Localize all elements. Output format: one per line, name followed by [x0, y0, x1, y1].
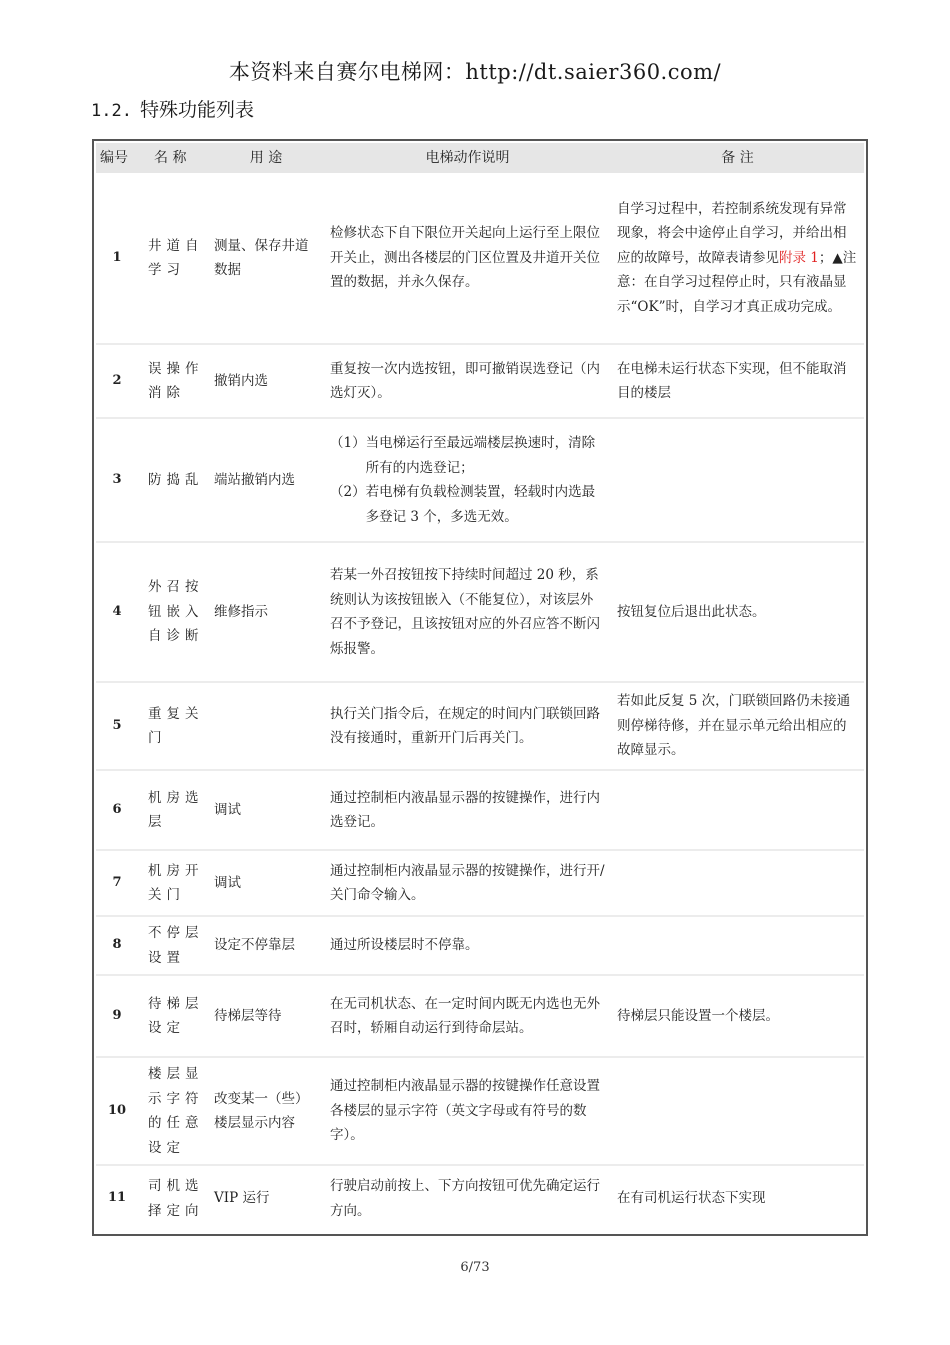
- action-item-marker: （2）: [330, 484, 366, 500]
- note-text: 自学习过程中，若控制系统发现有异常现象，将会中途停止自学习，并给出相应的故障号，故障表请参见: [617, 200, 847, 266]
- note-text-cont: ；▲注意：在自学习过程停止时，只有液晶显示“OK”时，自学习才真正成功完成。: [617, 249, 857, 315]
- row-name: 机房选层: [138, 770, 208, 850]
- table-row: [96, 916, 864, 975]
- header-action: 电梯动作说明: [324, 143, 611, 173]
- row-note: 在有司机运行状态下实现: [617, 1190, 766, 1207]
- row-name: 楼层显示字符的任意设定: [138, 1057, 208, 1165]
- row-use: VIP 运行: [214, 1190, 270, 1207]
- row-note: [611, 418, 864, 542]
- row-action: 重复按一次内选按钮，即可撤销误选登记（内选灯灭）。: [324, 344, 611, 418]
- table-row: [96, 770, 864, 850]
- row-num: 10: [96, 1057, 138, 1165]
- header-note: 备 注: [611, 143, 864, 173]
- row-action: 通过控制柜内液晶显示器的按键操作任意设置各楼层的显示字符（英文字母或有符号的数字）。: [324, 1057, 611, 1165]
- table-header-row: [96, 143, 864, 173]
- row-note: 按钮复位后退出此状态。: [611, 542, 864, 682]
- row-action: 通过控制柜内液晶显示器的按键操作，进行内选登记。: [324, 770, 611, 850]
- row-action: 若某一外召按钮按下持续时间超过 20 秒，系统则认为该按钮嵌入（不能复位），对该层外召不予登记，且该按钮对应的外召应答不断闪烁报警。: [324, 542, 611, 682]
- row-num: 8: [96, 916, 138, 975]
- row-name: 待梯层设定: [138, 975, 208, 1057]
- row-note: 在电梯未运行状态下实现，但不能取消目的楼层: [611, 344, 864, 418]
- action-item: [330, 480, 605, 529]
- action-item-text: 若电梯有负载检测装置，轻载时内选最多登记 3 个，多选无效。: [365, 484, 596, 525]
- row-num: 3: [96, 418, 138, 542]
- row-name: 误操作消除: [138, 344, 208, 418]
- row-use: [208, 682, 324, 770]
- row-use: 改变某一（些）楼层显示内容: [208, 1057, 324, 1165]
- row-name: 外召按钮嵌入自诊断: [138, 542, 208, 682]
- row-note: [611, 850, 864, 916]
- row-name: 机房开关门: [138, 850, 208, 916]
- appendix-link[interactable]: 附录 1: [779, 249, 819, 266]
- row-note: [611, 1057, 864, 1165]
- row-action: 行驶启动前按上、下方向按钮可优先确定运行方向。: [330, 1178, 601, 1219]
- row-note: [611, 173, 864, 344]
- source-line: 本资料来自赛尔电梯网：http://dt.saier360.com/: [228, 60, 722, 84]
- header-num: 编号: [100, 149, 128, 166]
- action-item: [330, 431, 605, 480]
- header-use: 用 途: [208, 143, 324, 173]
- row-num: 2: [96, 344, 138, 418]
- header-name: 名 称: [154, 149, 187, 166]
- function-table-frame: [92, 139, 868, 1236]
- section-number: 1.2.: [91, 101, 132, 121]
- row-action: [324, 418, 611, 542]
- section-title: [91, 95, 254, 122]
- row-note: [611, 770, 864, 850]
- header-num-name: [96, 143, 208, 173]
- row-name: 井道自学习: [138, 173, 208, 344]
- row-name: 重复关门: [138, 682, 208, 770]
- table-row: [96, 1165, 864, 1231]
- row-use: 设定不停靠层: [208, 916, 324, 975]
- row-action: 通过所设楼层时不停靠。: [324, 916, 611, 975]
- row-num: 6: [96, 770, 138, 850]
- table-row: [96, 850, 864, 916]
- row-use: 维修指示: [208, 542, 324, 682]
- row-use: 撤销内选: [208, 344, 324, 418]
- table-row: [96, 418, 864, 542]
- section-title-text: 特殊功能列表: [139, 99, 254, 121]
- row-num: 5: [96, 682, 138, 770]
- table-row: [96, 173, 864, 344]
- page-number: 6/73: [460, 1260, 490, 1275]
- table-row: [96, 1057, 864, 1165]
- row-use: 待梯层等待: [208, 975, 324, 1057]
- row-num: 9: [96, 975, 138, 1057]
- row-use: 端站撤销内选: [208, 418, 324, 542]
- table-row: [96, 344, 864, 418]
- row-action: 执行关门指令后，在规定的时间内门联锁回路没有接通时，重新开门后再关门。: [324, 682, 611, 770]
- row-use: 调试: [208, 850, 324, 916]
- table-row: [96, 542, 864, 682]
- row-note: 若如此反复 5 次，门联锁回路仍未接通则停梯待修，并在显示单元给出相应的故障显示。: [611, 682, 864, 770]
- row-name: 不停层设置: [138, 916, 208, 975]
- row-action: 通过控制柜内液晶显示器的按键操作，进行开/关门命令输入。: [324, 850, 611, 916]
- action-item-text: 当电梯运行至最远端楼层换速时，清除所有的内选登记；: [365, 435, 596, 476]
- row-note: [611, 916, 864, 975]
- action-item-marker: （1）: [330, 435, 366, 451]
- row-note: 待梯层只能设置一个楼层。: [611, 975, 864, 1057]
- table-row: [96, 975, 864, 1057]
- row-num: 11: [107, 1190, 127, 1206]
- row-name: 司机选择定向: [148, 1178, 204, 1219]
- row-use: 测量、保存井道数据: [208, 173, 324, 344]
- row-action: 检修状态下自下限位开关起向上运行至上限位开关止，测出各楼层的门区位置及井道开关位置的数据，并永久保存。: [324, 173, 611, 344]
- row-use: 调试: [208, 770, 324, 850]
- function-table: [96, 143, 864, 1231]
- row-action: 在无司机状态、在一定时间内既无内选也无外召时，轿厢自动运行到待命层站。: [324, 975, 611, 1057]
- table-row: [96, 682, 864, 770]
- row-num: 7: [96, 850, 138, 916]
- row-num: 4: [96, 542, 138, 682]
- row-name: 防捣乱: [138, 418, 208, 542]
- row-num: 1: [96, 173, 138, 344]
